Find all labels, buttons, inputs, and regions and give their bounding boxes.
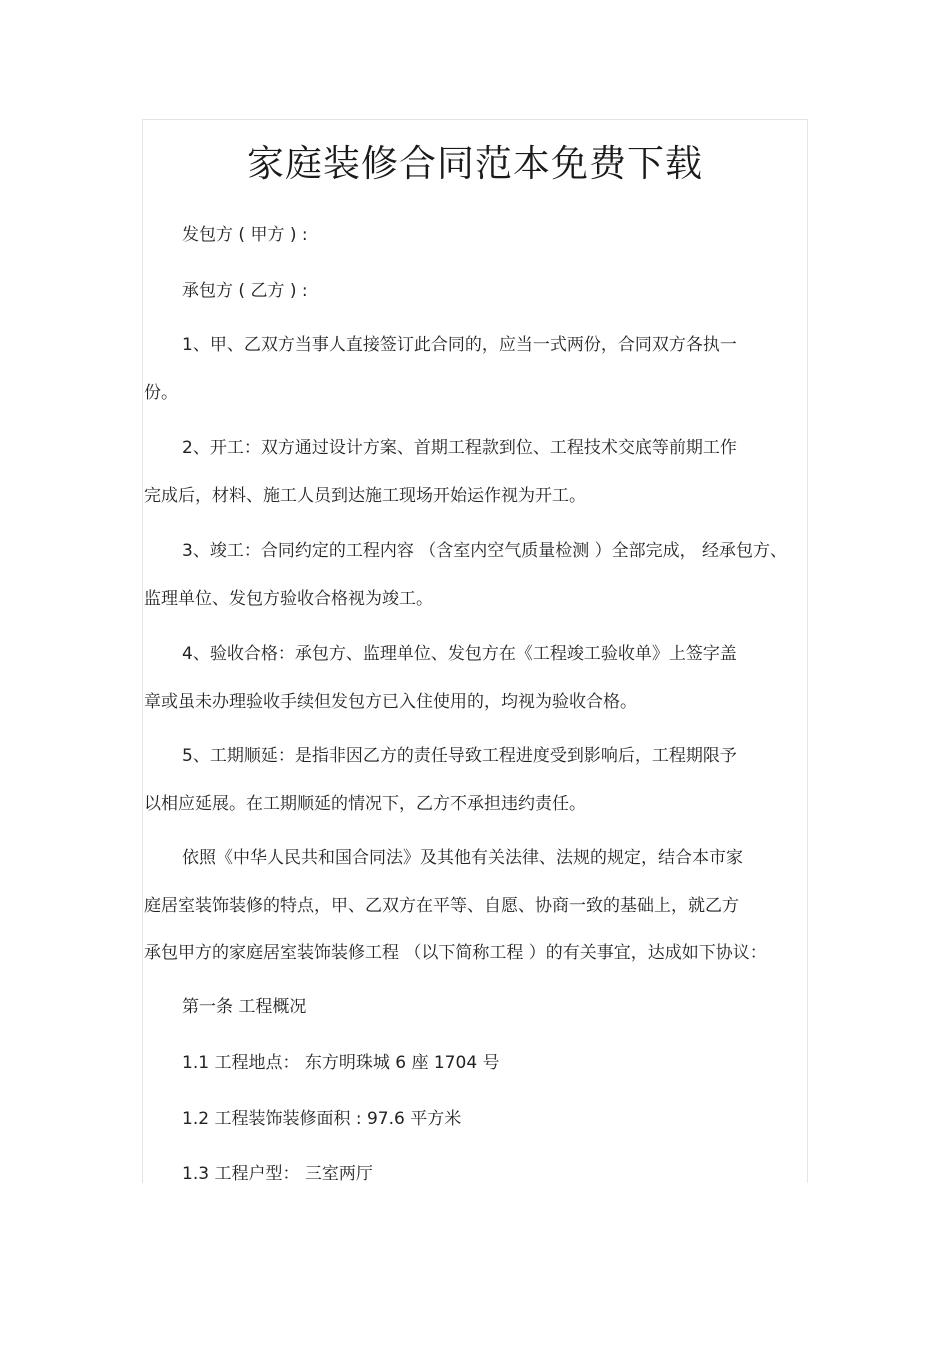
basis-line-2: 庭居室装饰装修的特点，甲、乙双方在平等、自愿、协商一致的基础上，就乙方	[144, 896, 739, 916]
party-b-line: 承包方 ( 乙方 ) :	[182, 281, 308, 301]
article-1-heading: 第一条 工程概况	[182, 997, 307, 1017]
clause-1-line-2: 份。	[144, 383, 178, 403]
clause-3-line-2: 监理单位、发包方验收合格视为竣工。	[144, 589, 433, 609]
item-1-1: 1.1 工程地点： 东方明珠城 6 座 1704 号	[182, 1053, 500, 1073]
item-1-2: 1.2 工程装饰装修面积 : 97.6 平方米	[182, 1109, 462, 1129]
clause-5-line-2: 以相应延展。在工期顺延的情况下，乙方不承担违约责任。	[144, 794, 586, 814]
party-a-line: 发包方 ( 甲方 ) :	[182, 225, 308, 245]
item-1-3: 1.3 工程户型： 三室两厅	[182, 1164, 373, 1184]
clause-2-line-1: 2、开工：双方通过设计方案、首期工程款到位、工程技术交底等前期工作	[182, 438, 737, 458]
basis-line-3: 承包甲方的家庭居室装饰装修工程 （以下简称工程 ）的有关事宜，达成如下协议：	[144, 943, 767, 963]
clause-2-line-2: 完成后，材料、施工人员到达施工现场开始运作视为开工。	[144, 486, 586, 506]
clause-1-line-1: 1、甲、乙双方当事人直接签订此合同的，应当一式两份，合同双方各执一	[182, 335, 737, 355]
clause-4-line-2: 章或虽未办理验收手续但发包方已入住使用的，均视为验收合格。	[144, 692, 637, 712]
clause-5-line-1: 5、工期顺延：是指非因乙方的责任导致工程进度受到影响后，工程期限予	[182, 746, 737, 766]
clause-4-line-1: 4、验收合格：承包方、监理单位、发包方在《工程竣工验收单》上签字盖	[182, 644, 737, 664]
document-title: 家庭装修合同范本免费下载	[247, 142, 703, 185]
basis-line-1: 依照《中华人民共和国合同法》及其他有关法律、法规的规定，结合本市家	[182, 848, 743, 868]
clause-3-line-1: 3、竣工：合同约定的工程内容 （含室内空气质量检测 ）全部完成， 经承包方、	[182, 541, 788, 561]
